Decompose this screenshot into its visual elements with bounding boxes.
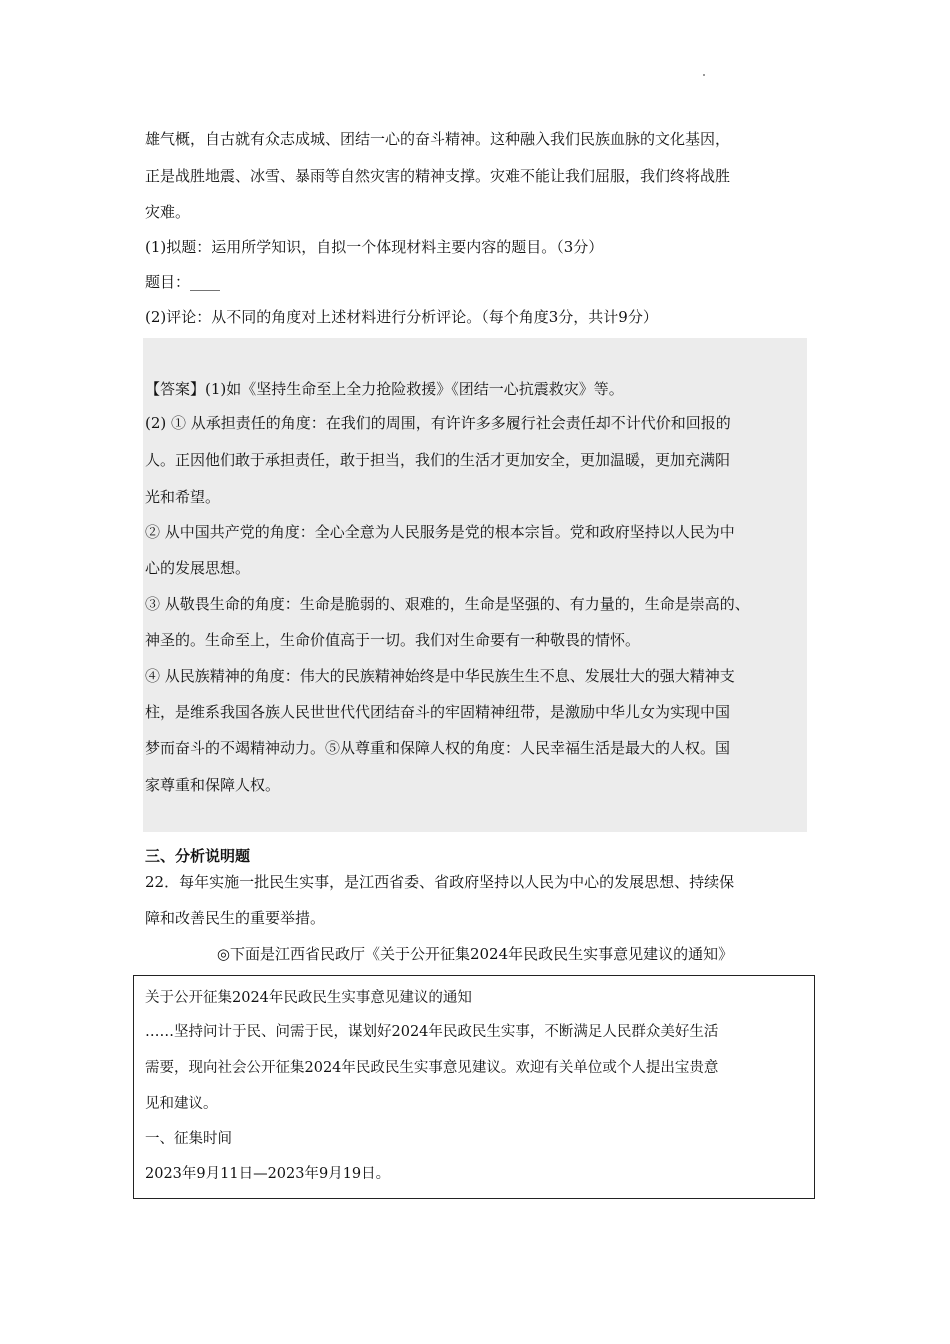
answer-line: 神圣的。生命至上，生命价值高于一切。我们对生命要有一种敬畏的情怀。 [145,631,641,649]
notice-line: 2023年9月11日—2023年9月19日。 [145,1166,391,1182]
q22-line: 障和改善民生的重要举措。 [145,909,326,927]
notice-caption: ◎下面是江西省民政厅《关于公开征集2024年民政民生实事意见建议的通知》 [216,945,734,963]
answer-line: 心的发展思想。 [145,559,251,577]
notice-line: ……坚持问计于民、问需于民，谋划好2024年民政民生实事，不断满足人民群众美好生活 [145,1024,719,1040]
answer-line: 光和希望。 [145,488,221,506]
answer-line: 人。正因他们敢于承担责任，敢于担当，我们的生活才更加安全，更加温暖，更加充满阳 [145,451,731,469]
material-line: 正是战胜地震、冰雪、暴雨等自然灾害的精神支撑。灾难不能让我们屈服，我们终将战胜 [145,167,731,185]
answer-line: ② 从中国共产党的角度：全心全意为人民服务是党的根本宗旨。党和政府坚持以人民为中 [145,523,735,541]
material-line: 灾难。 [145,203,191,221]
answer-line: (2) ① 从承担责任的角度：在我们的周围，有许许多多履行社会责任却不计代价和回报的 [145,414,731,432]
title-blank: 题目：____ [145,273,221,291]
answer-line: 柱，是维系我国各族人民世世代代团结奋斗的牢固精神纽带，是激励中华儿女为实现中国 [145,703,731,721]
notice-line: 一、征集时间 [145,1131,232,1147]
question-1: (1)拟题：运用所学知识，自拟一个体现材料主要内容的题目。（3分） [145,238,604,256]
q22-line: 22．每年实施一批民生实事，是江西省委、省政府坚持以人民为中心的发展思想、持续保 [145,873,735,891]
section-heading: 三、分析说明题 [145,847,251,865]
material-line: 雄气概，自古就有众志成城、团结一心的奋斗精神。这种融入我们民族血脉的文化基因， [145,130,731,148]
notice-box [133,975,815,1199]
answer-box [143,338,807,832]
notice-title: 关于公开征集2024年民政民生实事意见建议的通知 [145,990,472,1006]
notice-line: 见和建议。 [145,1096,218,1112]
answer-line: 梦而奋斗的不竭精神动力。⑤从尊重和保障人权的角度：人民幸福生活是最大的人权。国 [145,739,731,757]
question-2: (2)评论：从不同的角度对上述材料进行分析评论。（每个角度3分，共计9分） [145,308,658,326]
notice-line: 需要，现向社会公开征集2024年民政民生实事意见建议。欢迎有关单位或个人提出宝贵意 [145,1060,719,1076]
answer-line: 家尊重和保障人权。 [145,776,281,794]
page-dot [703,74,705,76]
answer-line: ④ 从民族精神的角度：伟大的民族精神始终是中华民族生生不息、发展壮大的强大精神支 [145,667,735,685]
answer-line: ③ 从敬畏生命的角度：生命是脆弱的、艰难的，生命是坚强的、有力量的，生命是崇高的、 [145,595,750,613]
answer-line: 【答案】(1)如《坚持生命至上全力抢险救援》《团结一心抗震救灾》等。 [145,380,624,398]
